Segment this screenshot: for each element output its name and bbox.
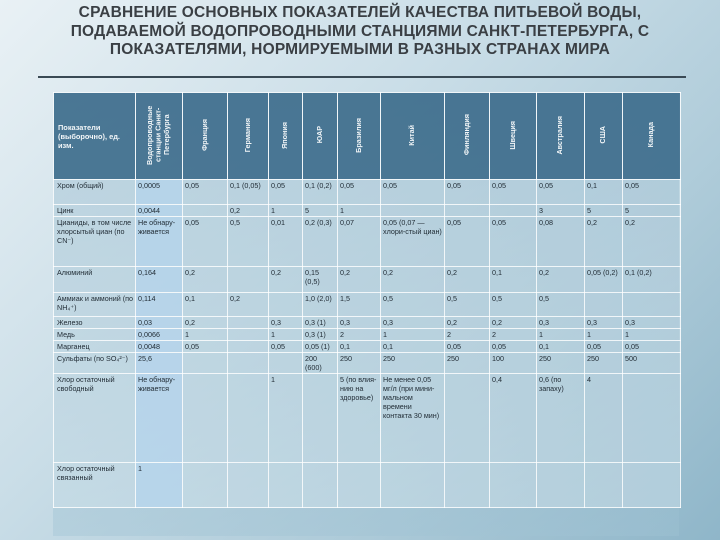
table-cell: 0,0044 xyxy=(136,205,183,217)
table-cell: 0,05 xyxy=(490,341,537,353)
title-line-1: СРАВНЕНИЕ ОСНОВНЫХ ПОКАЗАТЕЛЕЙ КАЧЕСТВА ПИТЬЕВОЙ ВОДЫ, xyxy=(78,4,642,21)
table-cell: 0,03 xyxy=(136,317,183,329)
table-cell: 0,2 xyxy=(445,317,490,329)
header-indicator: Показатели (выборочно), ед. изм. xyxy=(54,93,136,180)
table-cell xyxy=(381,205,445,217)
row-indicator-cell: Цинк xyxy=(54,205,136,217)
table-cell: 0,05 xyxy=(623,341,681,353)
table-cell: 0,2 xyxy=(490,317,537,329)
table-cell: 0,05 xyxy=(623,180,681,205)
table-cell: 250 xyxy=(537,353,585,374)
header-sweden xyxy=(490,93,537,180)
table-cell: 0,2 xyxy=(585,217,623,267)
table-cell: 0,1 xyxy=(338,341,381,353)
table-cell: 0,164 xyxy=(136,267,183,293)
table-cell: 0,01 xyxy=(269,217,303,267)
table-cell: 0,15 (0,5) xyxy=(303,267,338,293)
row-indicator-cell: Медь xyxy=(54,329,136,341)
table-row xyxy=(54,353,681,374)
table-cell xyxy=(445,374,490,463)
table-cell xyxy=(269,293,303,317)
header-canada xyxy=(623,93,681,180)
table-cell: 1 xyxy=(338,205,381,217)
row-indicator-cell: Алюминий xyxy=(54,267,136,293)
table-cell: 0,114 xyxy=(136,293,183,317)
table-cell: 0,3 xyxy=(623,317,681,329)
table-cell: 1 xyxy=(537,329,585,341)
table-cell: 0,0005 xyxy=(136,180,183,205)
table-row xyxy=(54,267,681,293)
table-row xyxy=(54,341,681,353)
table-cell: 5 xyxy=(585,205,623,217)
header-label: Финляндия xyxy=(461,114,471,156)
table-cell: 0,2 (0,3) xyxy=(303,217,338,267)
table-cell xyxy=(623,463,681,508)
table-cell: 0,08 xyxy=(537,217,585,267)
header-label: США xyxy=(598,126,608,144)
page-title xyxy=(0,4,720,60)
header-germany xyxy=(228,93,269,180)
title-line-3: ПОКАЗАТЕЛЯМИ, НОРМИРУЕМЫМИ В РАЗНЫХ СТРАНАХ МИРА xyxy=(109,41,611,58)
table-cell xyxy=(228,353,269,374)
table-cell xyxy=(445,205,490,217)
title-line-2: ПОДАВАЕМОЙ ВОДОПРОВОДНЫМИ СТАНЦИЯМИ САНКТ-ПЕТЕРБУРГА, С xyxy=(70,22,650,40)
table-cell: 0,6 (по запаху) xyxy=(537,374,585,463)
table-cell: 0,1 (0,2) xyxy=(623,267,681,293)
table-cell: 2 xyxy=(338,329,381,341)
table-cell: 0,05 (1) xyxy=(303,341,338,353)
row-indicator-cell: Хлор остаточный связанный xyxy=(54,463,136,508)
table-cell: 4 xyxy=(585,374,623,463)
table-cell: 0,2 xyxy=(623,217,681,267)
table-cell: 1 xyxy=(381,329,445,341)
table-cell: 0,3 (1) xyxy=(303,317,338,329)
header-france xyxy=(183,93,228,180)
table-cell: 0,1 xyxy=(585,180,623,205)
table-cell: 1 xyxy=(269,329,303,341)
header-label: Бразилия xyxy=(353,117,363,153)
table-cell: Не обнару-живается xyxy=(136,217,183,267)
table-cell: 0,2 xyxy=(338,267,381,293)
header-label: Германия xyxy=(242,117,252,153)
table-cell: 0,05 xyxy=(183,217,228,267)
header-label: Китай xyxy=(407,124,417,146)
row-indicator-cell: Аммиак и аммоний (по NH₄⁺) xyxy=(54,293,136,317)
table-cell: 0,2 xyxy=(445,267,490,293)
row-indicator-cell: Марганец xyxy=(54,341,136,353)
table-cell: 1,5 xyxy=(338,293,381,317)
table-cell: 0,1 xyxy=(490,267,537,293)
table-cell: Не менее 0,05 мг/л (при мини-мальном времени контакта 30 мин) xyxy=(381,374,445,463)
table-cell xyxy=(303,374,338,463)
table-cell: 5 (по влия-нию на здоровье) xyxy=(338,374,381,463)
table-cell: 0,1 xyxy=(381,341,445,353)
table-cell: 0,05 xyxy=(445,180,490,205)
table-cell: 0,2 xyxy=(228,293,269,317)
table-cell: 0,1 xyxy=(537,341,585,353)
table-cell: 0,05 xyxy=(269,180,303,205)
table-cell xyxy=(228,341,269,353)
table-cell: 1 xyxy=(183,329,228,341)
table-cell xyxy=(228,267,269,293)
header-finland xyxy=(445,93,490,180)
title-divider xyxy=(38,76,686,78)
table-cell: 0,05 xyxy=(183,341,228,353)
header-label: Япония xyxy=(280,121,290,149)
header-label: ЮАР xyxy=(314,126,324,144)
table-cell: 250 xyxy=(585,353,623,374)
table-header-row xyxy=(54,93,681,180)
header-spb-label: Водопроводные станции Санкт-Петербурга xyxy=(145,105,172,165)
table-cell: 0,05 xyxy=(537,180,585,205)
table-cell: 0,3 xyxy=(537,317,585,329)
table-cell: 0,2 xyxy=(381,267,445,293)
table-cell: 0,2 xyxy=(183,317,228,329)
row-indicator-cell: Хлор остаточный свободный xyxy=(54,374,136,463)
header-label: Австралия xyxy=(555,115,565,155)
table-cell: 0,05 xyxy=(585,341,623,353)
table-cell: 0,2 xyxy=(269,267,303,293)
table-row xyxy=(54,374,681,463)
table-cell: 0,4 xyxy=(490,374,537,463)
row-indicator-cell: Сульфаты (по SO₄²⁻) xyxy=(54,353,136,374)
table-cell: 100 xyxy=(490,353,537,374)
table-cell: 2 xyxy=(490,329,537,341)
table-cell: 1 xyxy=(623,329,681,341)
table-cell: 1 xyxy=(269,205,303,217)
table-cell: 0,3 (1) xyxy=(303,329,338,341)
table-row xyxy=(54,317,681,329)
header-south-africa xyxy=(303,93,338,180)
table-cell xyxy=(269,463,303,508)
table-cell xyxy=(228,329,269,341)
table-cell: 0,05 xyxy=(269,341,303,353)
header-china xyxy=(381,93,445,180)
table-cell xyxy=(228,317,269,329)
table-row xyxy=(54,217,681,267)
header-label: Швеция xyxy=(507,120,517,150)
header-usa xyxy=(585,93,623,180)
table-cell xyxy=(303,463,338,508)
table-cell xyxy=(228,463,269,508)
table-cell xyxy=(183,463,228,508)
table-cell: 2 xyxy=(445,329,490,341)
table-cell: 0,2 xyxy=(228,205,269,217)
table-cell xyxy=(585,293,623,317)
table-cell: 0,2 xyxy=(183,267,228,293)
table-row xyxy=(54,205,681,217)
table-cell: 250 xyxy=(338,353,381,374)
table-cell xyxy=(537,463,585,508)
table-cell: 500 xyxy=(623,353,681,374)
header-japan xyxy=(269,93,303,180)
table-cell: 0,05 xyxy=(490,217,537,267)
table-cell xyxy=(445,463,490,508)
table-row xyxy=(54,329,681,341)
table-row xyxy=(54,293,681,317)
table-cell: 0,05 xyxy=(445,217,490,267)
table-cell xyxy=(269,353,303,374)
comparison-table-container xyxy=(53,92,679,536)
table-cell: 0,5 xyxy=(537,293,585,317)
table-cell: 25,6 xyxy=(136,353,183,374)
table-body xyxy=(54,180,681,508)
table-cell: 1,0 (2,0) xyxy=(303,293,338,317)
header-label: Франция xyxy=(199,119,209,151)
table-cell: 5 xyxy=(623,205,681,217)
table-row xyxy=(54,463,681,508)
table-cell: 0,3 xyxy=(585,317,623,329)
table-cell: 0,5 xyxy=(490,293,537,317)
table-cell: 0,1 xyxy=(183,293,228,317)
table-cell: 0,1 (0,2) xyxy=(303,180,338,205)
row-indicator-cell: Цианиды, в том числе хлорсытый циан (по CN⁻) xyxy=(54,217,136,267)
row-indicator-cell: Железо xyxy=(54,317,136,329)
table-cell: 0,05 xyxy=(445,341,490,353)
table-cell: 0,2 xyxy=(537,267,585,293)
header-label: Канада xyxy=(646,122,656,148)
table-cell: 1 xyxy=(136,463,183,508)
table-cell: 0,1 (0,05) xyxy=(228,180,269,205)
table-cell: 0,05 (0,07 — хлори-стый циан) xyxy=(381,217,445,267)
table-cell: 1 xyxy=(585,329,623,341)
table-row xyxy=(54,180,681,205)
table-cell: 250 xyxy=(381,353,445,374)
row-indicator-cell: Хром (общий) xyxy=(54,180,136,205)
table-cell: 0,0066 xyxy=(136,329,183,341)
table-cell xyxy=(490,463,537,508)
header-spb xyxy=(136,93,183,180)
comparison-table xyxy=(53,92,681,508)
table-cell: 0,05 xyxy=(338,180,381,205)
table-cell xyxy=(585,463,623,508)
table-cell: 0,3 xyxy=(338,317,381,329)
table-cell: 0,3 xyxy=(381,317,445,329)
table-cell xyxy=(183,374,228,463)
table-cell: 0,5 xyxy=(228,217,269,267)
table-cell xyxy=(623,293,681,317)
table-cell: 0,5 xyxy=(381,293,445,317)
table-cell: 0,0048 xyxy=(136,341,183,353)
table-cell xyxy=(228,374,269,463)
table-cell: 5 xyxy=(303,205,338,217)
table-cell: 0,5 xyxy=(445,293,490,317)
table-cell: Не обнару-живается xyxy=(136,374,183,463)
table-cell: 0,07 xyxy=(338,217,381,267)
table-cell: 0,05 xyxy=(183,180,228,205)
table-cell xyxy=(381,463,445,508)
table-cell: 0,05 (0,2) xyxy=(585,267,623,293)
table-cell: 3 xyxy=(537,205,585,217)
table-cell: 1 xyxy=(269,374,303,463)
table-cell xyxy=(490,205,537,217)
table-cell: 250 xyxy=(445,353,490,374)
header-brazil xyxy=(338,93,381,180)
table-cell xyxy=(623,374,681,463)
table-cell: 0,05 xyxy=(490,180,537,205)
table-cell: 0,05 xyxy=(381,180,445,205)
table-cell: 0,3 xyxy=(269,317,303,329)
table-cell xyxy=(183,353,228,374)
table-cell xyxy=(183,205,228,217)
table-cell xyxy=(338,463,381,508)
header-australia xyxy=(537,93,585,180)
table-cell: 200 (600) xyxy=(303,353,338,374)
